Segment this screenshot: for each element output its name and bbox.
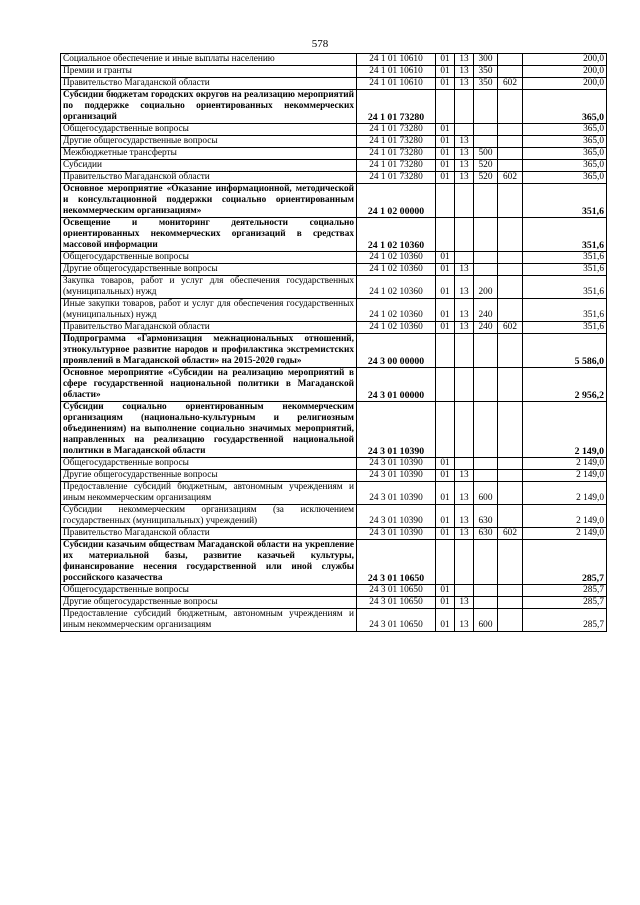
row-admin-code-cell	[498, 66, 523, 78]
table-row	[61, 90, 607, 124]
table-row	[61, 322, 607, 334]
row-section-cell: 01	[436, 597, 455, 609]
row-admin-code-cell: 602	[498, 78, 523, 90]
row-name-cell: Правительство Магаданской области	[61, 528, 357, 540]
row-name-cell: Закупка товаров, работ и услуг для обеспечения государственных (муниципальных) нужд	[61, 276, 357, 299]
row-section-cell: 01	[436, 505, 455, 528]
row-name-cell: Подпрограмма «Гармонизация межнациональных отношений, этнокультурное развитие народов и профилактика экстремистских проявлений в Магаданской области» на 2015-2020 годы»	[61, 334, 357, 368]
row-admin-code-cell	[498, 218, 523, 252]
row-admin-code-cell	[498, 482, 523, 505]
row-expense-type-cell	[474, 264, 498, 276]
row-section-cell: 01	[436, 78, 455, 90]
row-section-cell: 01	[436, 124, 455, 136]
row-section-cell: 01	[436, 264, 455, 276]
row-name-cell: Правительство Магаданской области	[61, 78, 357, 90]
row-code-cell: 24 1 01 73280	[357, 90, 436, 124]
row-expense-type-cell: 240	[474, 299, 498, 322]
row-code-cell: 24 1 01 73280	[357, 136, 436, 148]
row-subsection-cell: 13	[455, 276, 474, 299]
row-code-cell: 24 1 01 10610	[357, 66, 436, 78]
row-section-cell	[436, 334, 455, 368]
table-row	[61, 148, 607, 160]
row-admin-code-cell	[498, 276, 523, 299]
row-code-cell: 24 3 01 10390	[357, 402, 436, 458]
table-row	[61, 458, 607, 470]
row-amount-cell: 351,6	[523, 184, 607, 218]
row-amount-cell: 200,0	[523, 78, 607, 90]
table-row	[61, 276, 607, 299]
row-code-cell: 24 3 01 10650	[357, 540, 436, 585]
row-code-cell: 24 3 01 10650	[357, 609, 436, 632]
table-row	[61, 54, 607, 66]
row-code-cell: 24 1 02 10360	[357, 299, 436, 322]
row-subsection-cell	[455, 124, 474, 136]
row-amount-cell: 365,0	[523, 136, 607, 148]
row-subsection-cell	[455, 402, 474, 458]
table-row	[61, 609, 607, 632]
row-expense-type-cell: 500	[474, 148, 498, 160]
table-row	[61, 160, 607, 172]
row-expense-type-cell	[474, 184, 498, 218]
row-section-cell: 01	[436, 252, 455, 264]
table-row	[61, 299, 607, 322]
row-section-cell: 01	[436, 470, 455, 482]
row-expense-type-cell	[474, 597, 498, 609]
row-admin-code-cell	[498, 458, 523, 470]
row-expense-type-cell	[474, 368, 498, 402]
table-body	[61, 54, 607, 632]
row-subsection-cell	[455, 368, 474, 402]
row-amount-cell: 2 149,0	[523, 458, 607, 470]
row-name-cell: Другие общегосударственные вопросы	[61, 136, 357, 148]
table-row	[61, 528, 607, 540]
table-row	[61, 540, 607, 585]
row-subsection-cell	[455, 90, 474, 124]
row-name-cell: Социальное обеспечение и иные выплаты населению	[61, 54, 357, 66]
row-expense-type-cell	[474, 540, 498, 585]
table-row	[61, 585, 607, 597]
row-name-cell: Общегосударственные вопросы	[61, 585, 357, 597]
row-amount-cell: 365,0	[523, 160, 607, 172]
row-code-cell: 24 1 02 10360	[357, 218, 436, 252]
row-expense-type-cell	[474, 218, 498, 252]
row-expense-type-cell: 240	[474, 322, 498, 334]
table-row	[61, 505, 607, 528]
row-expense-type-cell	[474, 252, 498, 264]
row-expense-type-cell	[474, 124, 498, 136]
row-name-cell: Основное мероприятие «Субсидии на реализацию мероприятий в сфере государственной национальной политики в Магаданской области»	[61, 368, 357, 402]
row-admin-code-cell	[498, 334, 523, 368]
row-name-cell: Субсидии	[61, 160, 357, 172]
row-subsection-cell: 13	[455, 470, 474, 482]
row-amount-cell: 285,7	[523, 597, 607, 609]
row-admin-code-cell	[498, 585, 523, 597]
row-expense-type-cell: 600	[474, 482, 498, 505]
row-amount-cell: 365,0	[523, 90, 607, 124]
row-expense-type-cell	[474, 334, 498, 368]
row-name-cell: Другие общегосударственные вопросы	[61, 470, 357, 482]
row-subsection-cell: 13	[455, 597, 474, 609]
row-name-cell: Другие общегосударственные вопросы	[61, 264, 357, 276]
row-section-cell: 01	[436, 482, 455, 505]
row-code-cell: 24 1 02 10360	[357, 264, 436, 276]
table-row	[61, 252, 607, 264]
row-expense-type-cell: 350	[474, 78, 498, 90]
page-number: 578	[311, 38, 329, 50]
row-code-cell: 24 3 01 10390	[357, 470, 436, 482]
row-amount-cell: 5 586,0	[523, 334, 607, 368]
row-section-cell: 01	[436, 54, 455, 66]
row-code-cell: 24 1 01 73280	[357, 124, 436, 136]
row-subsection-cell	[455, 218, 474, 252]
row-amount-cell: 365,0	[523, 148, 607, 160]
budget-table	[60, 53, 607, 632]
row-name-cell: Правительство Магаданской области	[61, 322, 357, 334]
row-subsection-cell: 13	[455, 528, 474, 540]
row-admin-code-cell	[498, 54, 523, 66]
row-section-cell: 01	[436, 585, 455, 597]
table-row	[61, 78, 607, 90]
row-admin-code-cell: 602	[498, 172, 523, 184]
row-amount-cell: 351,6	[523, 252, 607, 264]
row-expense-type-cell	[474, 585, 498, 597]
row-admin-code-cell	[498, 299, 523, 322]
row-section-cell	[436, 218, 455, 252]
row-expense-type-cell: 630	[474, 505, 498, 528]
row-expense-type-cell: 520	[474, 172, 498, 184]
table-row	[61, 136, 607, 148]
row-admin-code-cell	[498, 264, 523, 276]
row-name-cell: Общегосударственные вопросы	[61, 458, 357, 470]
row-amount-cell: 2 149,0	[523, 402, 607, 458]
row-amount-cell: 2 149,0	[523, 470, 607, 482]
row-code-cell: 24 3 00 00000	[357, 334, 436, 368]
row-expense-type-cell: 300	[474, 54, 498, 66]
row-expense-type-cell	[474, 458, 498, 470]
row-section-cell	[436, 90, 455, 124]
row-name-cell: Общегосударственные вопросы	[61, 252, 357, 264]
row-code-cell: 24 1 01 10610	[357, 78, 436, 90]
row-section-cell: 01	[436, 322, 455, 334]
row-subsection-cell: 13	[455, 264, 474, 276]
row-name-cell: Освещение и мониторинг деятельности социально ориентированных некоммерческих организаций в средствах массовой информации	[61, 218, 357, 252]
row-admin-code-cell: 602	[498, 322, 523, 334]
table-row	[61, 402, 607, 458]
row-section-cell	[436, 184, 455, 218]
table-row	[61, 368, 607, 402]
row-amount-cell: 285,7	[523, 609, 607, 632]
row-subsection-cell	[455, 458, 474, 470]
row-code-cell: 24 1 01 73280	[357, 148, 436, 160]
row-admin-code-cell: 602	[498, 528, 523, 540]
row-name-cell: Межбюджетные трансферты	[61, 148, 357, 160]
row-section-cell: 01	[436, 66, 455, 78]
row-admin-code-cell	[498, 597, 523, 609]
row-code-cell: 24 1 01 73280	[357, 172, 436, 184]
row-subsection-cell: 13	[455, 54, 474, 66]
table-row	[61, 264, 607, 276]
row-name-cell: Правительство Магаданской области	[61, 172, 357, 184]
row-expense-type-cell	[474, 136, 498, 148]
row-section-cell: 01	[436, 458, 455, 470]
row-admin-code-cell	[498, 368, 523, 402]
row-admin-code-cell	[498, 160, 523, 172]
row-admin-code-cell	[498, 136, 523, 148]
row-section-cell	[436, 402, 455, 458]
row-subsection-cell	[455, 585, 474, 597]
row-section-cell	[436, 540, 455, 585]
row-expense-type-cell: 630	[474, 528, 498, 540]
table-row	[61, 124, 607, 136]
row-expense-type-cell	[474, 470, 498, 482]
row-code-cell: 24 1 01 10610	[357, 54, 436, 66]
row-name-cell: Предоставление субсидий бюджетным, автономным учреждениям и иным некоммерческим организациям	[61, 609, 357, 632]
row-subsection-cell	[455, 184, 474, 218]
row-expense-type-cell: 520	[474, 160, 498, 172]
row-section-cell: 01	[436, 609, 455, 632]
row-code-cell: 24 3 01 10390	[357, 505, 436, 528]
row-name-cell: Другие общегосударственные вопросы	[61, 597, 357, 609]
row-code-cell: 24 1 02 10360	[357, 322, 436, 334]
row-amount-cell: 351,6	[523, 218, 607, 252]
row-amount-cell: 285,7	[523, 540, 607, 585]
table-row	[61, 470, 607, 482]
row-section-cell: 01	[436, 160, 455, 172]
row-admin-code-cell	[498, 124, 523, 136]
row-subsection-cell	[455, 334, 474, 368]
row-section-cell: 01	[436, 276, 455, 299]
row-section-cell: 01	[436, 136, 455, 148]
row-subsection-cell: 13	[455, 505, 474, 528]
row-name-cell: Премии и гранты	[61, 66, 357, 78]
row-expense-type-cell	[474, 402, 498, 458]
row-amount-cell: 2 956,2	[523, 368, 607, 402]
row-admin-code-cell	[498, 609, 523, 632]
row-code-cell: 24 1 02 10360	[357, 276, 436, 299]
row-name-cell: Субсидии бюджетам городских округов на реализацию мероприятий по поддержке социально ориентированных некоммерческих организаций	[61, 90, 357, 124]
row-expense-type-cell: 350	[474, 66, 498, 78]
row-amount-cell: 2 149,0	[523, 505, 607, 528]
row-section-cell: 01	[436, 299, 455, 322]
row-name-cell: Основное мероприятие «Оказание информационной, методической и консультационной поддержки социально ориентированным некоммерческим организациям»	[61, 184, 357, 218]
row-subsection-cell: 13	[455, 148, 474, 160]
row-admin-code-cell	[498, 540, 523, 585]
row-subsection-cell: 13	[455, 160, 474, 172]
table-row	[61, 597, 607, 609]
row-subsection-cell	[455, 252, 474, 264]
row-amount-cell: 285,7	[523, 585, 607, 597]
row-code-cell: 24 3 01 10650	[357, 597, 436, 609]
row-subsection-cell: 13	[455, 482, 474, 505]
row-name-cell: Предоставление субсидий бюджетным, автономным учреждениям и иным некоммерческим организациям	[61, 482, 357, 505]
row-code-cell: 24 1 02 10360	[357, 252, 436, 264]
row-name-cell: Субсидии некоммерческим организациям (за исключением государственных (муниципальных) учреждений)	[61, 505, 357, 528]
row-section-cell: 01	[436, 148, 455, 160]
row-amount-cell: 365,0	[523, 124, 607, 136]
row-expense-type-cell	[474, 90, 498, 124]
table-row	[61, 218, 607, 252]
row-amount-cell: 351,6	[523, 276, 607, 299]
table-row	[61, 172, 607, 184]
row-section-cell: 01	[436, 528, 455, 540]
row-admin-code-cell	[498, 148, 523, 160]
row-subsection-cell: 13	[455, 66, 474, 78]
row-code-cell: 24 3 01 00000	[357, 368, 436, 402]
row-section-cell: 01	[436, 172, 455, 184]
row-admin-code-cell	[498, 90, 523, 124]
row-amount-cell: 351,6	[523, 322, 607, 334]
row-name-cell: Субсидии казачьим обществам Магаданской области на укрепление их материальной базы, развитие казачьей культуры, финансирование несения государственной или иной службы российского казачества	[61, 540, 357, 585]
table-row	[61, 66, 607, 78]
row-subsection-cell: 13	[455, 78, 474, 90]
row-amount-cell: 351,6	[523, 264, 607, 276]
row-expense-type-cell: 600	[474, 609, 498, 632]
row-admin-code-cell	[498, 505, 523, 528]
row-subsection-cell: 13	[455, 172, 474, 184]
row-code-cell: 24 3 01 10390	[357, 528, 436, 540]
row-amount-cell: 351,6	[523, 299, 607, 322]
row-code-cell: 24 3 01 10390	[357, 482, 436, 505]
row-amount-cell: 200,0	[523, 66, 607, 78]
table-row	[61, 334, 607, 368]
row-admin-code-cell	[498, 402, 523, 458]
row-section-cell	[436, 368, 455, 402]
row-subsection-cell: 13	[455, 136, 474, 148]
row-code-cell: 24 3 01 10650	[357, 585, 436, 597]
row-name-cell: Общегосударственные вопросы	[61, 124, 357, 136]
row-code-cell: 24 3 01 10390	[357, 458, 436, 470]
row-amount-cell: 200,0	[523, 54, 607, 66]
row-subsection-cell: 13	[455, 299, 474, 322]
row-code-cell: 24 1 02 00000	[357, 184, 436, 218]
row-code-cell: 24 1 01 73280	[357, 160, 436, 172]
row-expense-type-cell: 200	[474, 276, 498, 299]
row-amount-cell: 365,0	[523, 172, 607, 184]
row-name-cell: Иные закупки товаров, работ и услуг для обеспечения государственных (муниципальных) нужд	[61, 299, 357, 322]
row-subsection-cell: 13	[455, 322, 474, 334]
row-name-cell: Субсидии социально ориентированным некоммерческим организациям (национально-культурным и религиозным объединениям) на выполнение социально значимых мероприятий, направленных на реализацию государственной национальной политики в Магаданской области	[61, 402, 357, 458]
table-row	[61, 482, 607, 505]
row-amount-cell: 2 149,0	[523, 482, 607, 505]
row-admin-code-cell	[498, 252, 523, 264]
row-admin-code-cell	[498, 470, 523, 482]
row-amount-cell: 2 149,0	[523, 528, 607, 540]
row-admin-code-cell	[498, 184, 523, 218]
table-row	[61, 184, 607, 218]
row-subsection-cell: 13	[455, 609, 474, 632]
row-subsection-cell	[455, 540, 474, 585]
